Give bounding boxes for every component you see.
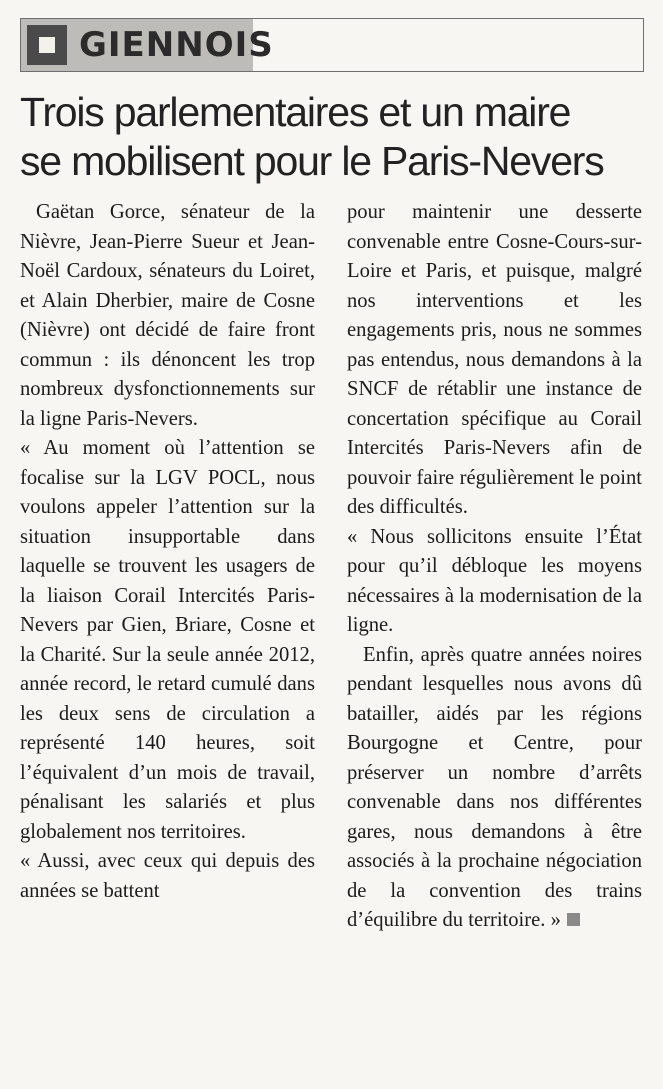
section-tag [21,19,274,71]
article-paragraph: « Aussi, avec ceux qui depuis des années se battent [20,850,315,902]
square-bullet-icon [27,25,67,65]
section-label: GIENNOIS [79,25,274,65]
article-paragraph-text: Enfin, après quatre années noires pendant lesquelles nous avons dû batailler, aidés par les régions Bourgogne et Centre, pour préserver un nombre d’arrêts convenable dans nos différentes gares, nous demandons à être associés à la prochaine négociation de la convention des trains d’équilibre du territoire. » [347,643,642,931]
article-paragraph: « Nous sollicitons ensuite l’État pour qu’il débloque les moyens nécessaires à la modernisation de la ligne. [347,525,642,636]
article-column-left [20,198,315,906]
end-of-article-icon [567,913,580,926]
article-paragraph: Gaëtan Gorce, sénateur de la Nièvre, Jean-Pierre Sueur et Jean-Noël Cardoux, sénateurs du Loiret, et Alain Dherbier, maire de Cosne (Nièvre) ont décidé de faire front commun : ils dénoncent les trop nombreux dysfonctionnements sur la ligne Paris-Nevers. [20,201,315,430]
headline [20,88,650,186]
article-paragraph-last [347,641,642,936]
headline-line-1: Trois parlementaires et un maire [20,89,571,135]
article-paragraph: pour maintenir une desserte convenable entre Cosne-Cours-sur-Loire et Paris, et puisque, malgré nos interventions et les engagements pris, nous ne sommes pas entendus, nous demandons à la SNCF de rétablir une instance de concertation spécifique au Corail Intercités Paris-Nevers afin de pouvoir faire régulièrement le point des difficultés. [347,201,642,518]
article-column-right [347,198,642,936]
headline-line-2: se mobilisent pour le Paris-Nevers [20,138,604,184]
article-paragraph: « Au moment où l’attention se focalise sur la LGV POCL, nous voulons appeler l’attention sur la situation insupportable dans laquelle se trouvent les usagers de la liaison Corail Intercités Paris-Nevers par Gien, Briare, Cosne et la Charité. Sur la seule année 2012, année record, le retard cumulé dans les deux sens de circulation a représenté 140 heures, soit l’équivalent d’un mois de travail, pénalisant les salariés et plus globalement nos territoires. [20,437,315,843]
section-header [20,18,644,72]
